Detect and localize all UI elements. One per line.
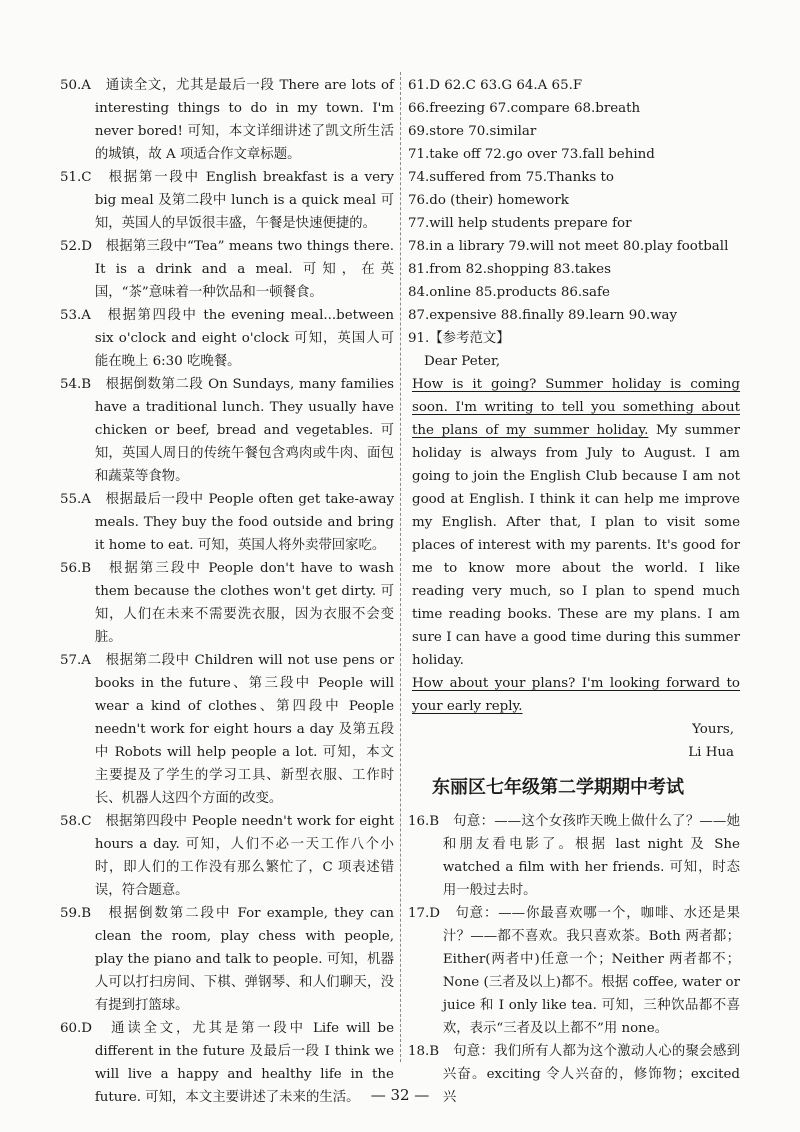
answer-item: 18.B 句意：我们所有人都为这个激动人心的聚会感到兴奋。exciting 令人兴奋的，修饰物；excited 兴 xyxy=(408,1044,741,1105)
answer-line: 77.will help students prepare for xyxy=(408,216,632,231)
answer-line: 69.store 70.similar xyxy=(408,124,537,139)
essay-paragraph: How about your plans? I'm looking forward to your early reply. xyxy=(412,676,740,714)
answer-line: 71.take off 72.go over 73.fall behind xyxy=(408,147,655,162)
answer-line: 66.freezing 67.compare 68.breath xyxy=(408,101,641,116)
answer-line: 84.online 85.products 86.safe xyxy=(408,285,610,300)
answer-line: 76.do (their) homework xyxy=(408,193,569,208)
answer-item: 16.B 句意：——这个女孩昨天晚上做什么了？——她和朋友看电影了。根据 last night 及 She watched a film with her friends. 可知，时态用一般过去时。 xyxy=(408,814,741,898)
answer-item: 56.B 根据第三段中 People don't have to wash them because the clothes won't get dirty. 可知，人们在未来不需要洗衣服，因为衣服不会变脏。 xyxy=(60,561,395,645)
answer-line: 78.in a library 79.will not meet 80.play football xyxy=(408,239,729,254)
essay-paragraph: How is it going? Summer holiday is coming soon. I'm writing to tell you something about the plans of my summer holiday. My summer holiday is always from July to August. I am going to join the English Club because I am not good at English. I think it can help me improve my English. After that, I plan to visit some places of interest with my parents. It's good for me to know more about the world. I like reading very much, so I plan to spend much time reading books. These are my plans. I am sure I can have a good time during this summer holiday. xyxy=(412,377,740,668)
answer-line: 61.D 62.C 63.G 64.A 65.F xyxy=(408,78,583,93)
answer-line: 74.suffered from 75.Thanks to xyxy=(408,170,614,185)
short-answer-list xyxy=(408,74,740,327)
right-column xyxy=(408,74,740,1109)
answer-item: 60.D 通读全文，尤其是第一段中 Life will be different in the future 及最后一段 I think we will live a happy and healthy life in the future. 可知，本文主要讲述了未来的生活。 xyxy=(60,1021,395,1105)
essay-salutation: Dear Peter, xyxy=(424,354,501,369)
sample-essay xyxy=(408,327,740,764)
essay-label: 91.【参考范文】 xyxy=(408,331,510,346)
essay-signature: Li Hua xyxy=(688,745,734,760)
section-title: 东丽区七年级第二学期期中考试 xyxy=(432,777,684,798)
answer-line: 87.expensive 88.finally 89.learn 90.way xyxy=(408,308,678,323)
answer-item: 52.D 根据第三段中“Tea” means two things there. It is a drink and a meal. 可知，在英国，“茶”意味着一种饮品和一顿餐食。 xyxy=(60,239,395,300)
answer-item: 17.D 句意：——你最喜欢哪一个，咖啡、水还是果汁？——都不喜欢。我只喜欢茶。Both 两者都；Either(两者中)任意一个；Neither 两者都不；None (三者及以上)都不。根据 coffee, water or juice 和 I only like tea. 可知，三种饮品都不喜欢，表示“三者及以上都不”用 none。 xyxy=(408,906,740,1036)
left-column xyxy=(60,74,394,1109)
answer-item: 50.A 通读全文，尤其是最后一段 There are lots of interesting things to do in my town. I'm never bored! 可知，本文详细讲述了凯文所生活的城镇，故 A 项适合作文章标题。 xyxy=(60,78,394,162)
answer-line: 81.from 82.shopping 83.takes xyxy=(408,262,611,277)
answer-item: 57.A 根据第二段中 Children will not use pens or books in the future、第三段中 People will wear a kind of clothes、第四段中 People needn't work for eight hours a day 及第五段中 Robots will help people a lot. 可知，本文主要提及了学生的学习工具、新型衣服、工作时长、机器人这四个方面的改变。 xyxy=(60,653,395,806)
column-divider xyxy=(400,72,401,1062)
page-number: — 32 — xyxy=(370,1086,430,1104)
answer-item: 59.B 根据倒数第二段中 For example, they can clean the room, play chess with people, play the piano and talk to people. 可知，机器人可以打扫房间、下棋、弹钢琴、和人们聊天，没有提到打篮球。 xyxy=(60,906,395,1013)
answer-item: 53.A 根据第四段中 the evening meal...between six o'clock and eight o'clock 可知，英国人可能在晚上 6:30 吃晚餐。 xyxy=(60,308,394,369)
answer-item: 55.A 根据最后一段中 People often get take-away meals. They buy the food outside and bring it home to eat. 可知，英国人将外卖带回家吃。 xyxy=(60,492,395,553)
answer-item: 51.C 根据第一段中 English breakfast is a very big meal 及第二段中 lunch is a quick meal 可知，英国人的早饭很丰盛，午餐是快速便捷的。 xyxy=(60,170,394,231)
answer-item: 58.C 根据第四段中 People needn't work for eight hours a day. 可知，人们不必一天工作八个小时，即人们的工作没有那么繁忙了，C 项表述错误，符合题意。 xyxy=(60,814,395,898)
answer-item: 54.B 根据倒数第二段 On Sundays, many families have a traditional lunch. They usually have chicken or beef, bread and vegetables. 可知，英国人周日的传统午餐包含鸡肉或牛肉、面包和蔬菜等食物。 xyxy=(60,377,395,484)
essay-closing: Yours, xyxy=(692,722,734,737)
